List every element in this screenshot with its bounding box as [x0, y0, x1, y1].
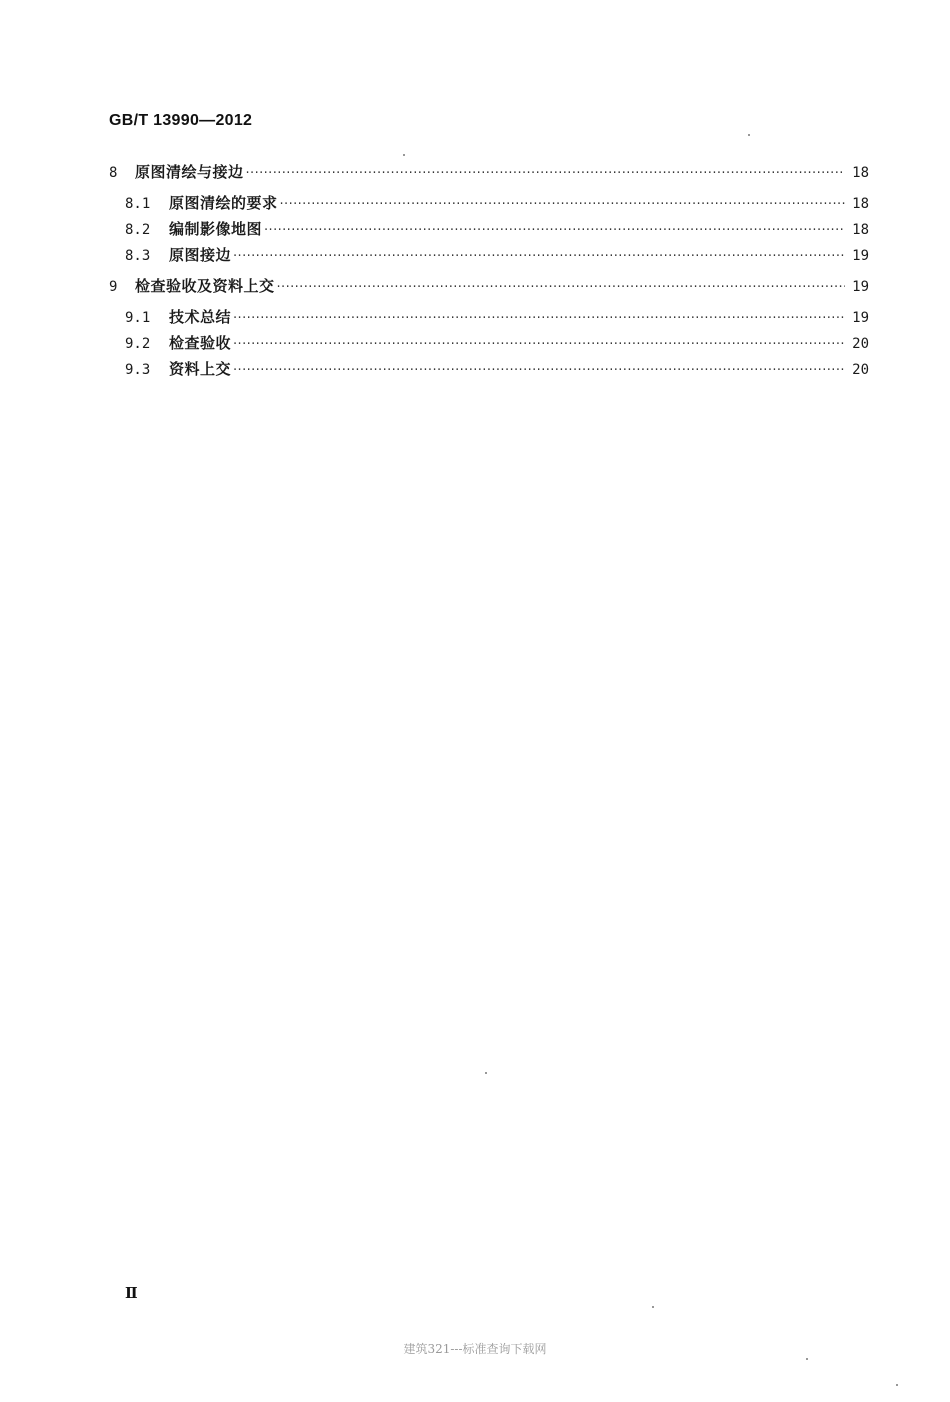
toc-entry-8[interactable] [109, 162, 869, 184]
toc-entry-number: 9.1 [125, 310, 151, 326]
standard-code-header: GB/T 13990—2012 [109, 112, 253, 129]
toc-entry-8-3[interactable] [125, 245, 869, 267]
toc-leader-dots [280, 195, 845, 215]
toc-entry-page: 19 [852, 310, 869, 326]
scan-speck [806, 1358, 808, 1360]
scan-speck [652, 1306, 654, 1308]
toc-entry-number: 8 [109, 165, 118, 181]
toc-entry-8-1[interactable] [125, 193, 869, 215]
toc-entry-9-2[interactable] [125, 333, 869, 355]
toc-entry-page: 18 [852, 196, 869, 212]
toc-entry-title: 检查验收 [169, 334, 232, 352]
toc-entry-number: 9.3 [125, 362, 151, 378]
toc-entry-number: 8.2 [125, 222, 151, 238]
toc-leader-dots [233, 335, 845, 355]
toc-entry-page: 19 [852, 248, 869, 264]
toc-entry-page: 20 [852, 362, 869, 378]
page-numeral: Ⅱ [125, 1284, 138, 1302]
toc-entry-number: 9 [109, 279, 118, 295]
toc-entry-9-3[interactable] [125, 359, 869, 381]
toc-entry-page: 20 [852, 336, 869, 352]
watermark-text: 建筑321---标准查询下载网 [403, 1342, 547, 1356]
toc-entry-page: 18 [852, 222, 869, 238]
toc-leader-dots [233, 361, 845, 381]
toc-entry-title: 检查验收及资料上交 [135, 277, 275, 295]
toc-entry-number: 9.2 [125, 336, 151, 352]
toc-entry-title: 原图接边 [169, 246, 232, 264]
toc-leader-dots [233, 247, 845, 267]
toc-entry-number: 8.3 [125, 248, 151, 264]
toc-entry-9[interactable] [109, 276, 869, 298]
toc-leader-dots [233, 309, 845, 329]
toc-entry-8-2[interactable] [125, 219, 869, 241]
scan-speck [896, 1384, 898, 1386]
toc-leader-dots [264, 221, 845, 241]
toc-entry-number: 8.1 [125, 196, 151, 212]
toc-entry-page: 18 [852, 165, 869, 181]
toc-entry-title: 原图清绘的要求 [169, 194, 278, 212]
scan-speck [748, 134, 750, 136]
toc-leader-dots [277, 278, 845, 298]
toc-entry-page: 19 [852, 279, 869, 295]
toc-leader-dots [246, 164, 845, 184]
toc-entry-9-1[interactable] [125, 307, 869, 329]
toc-entry-title: 技术总结 [169, 308, 232, 326]
toc-entry-title: 编制影像地图 [169, 220, 263, 238]
scan-speck [485, 1072, 487, 1074]
toc-entry-title: 原图清绘与接边 [135, 163, 244, 181]
toc-entry-title: 资料上交 [169, 360, 232, 378]
scan-speck [403, 154, 405, 156]
